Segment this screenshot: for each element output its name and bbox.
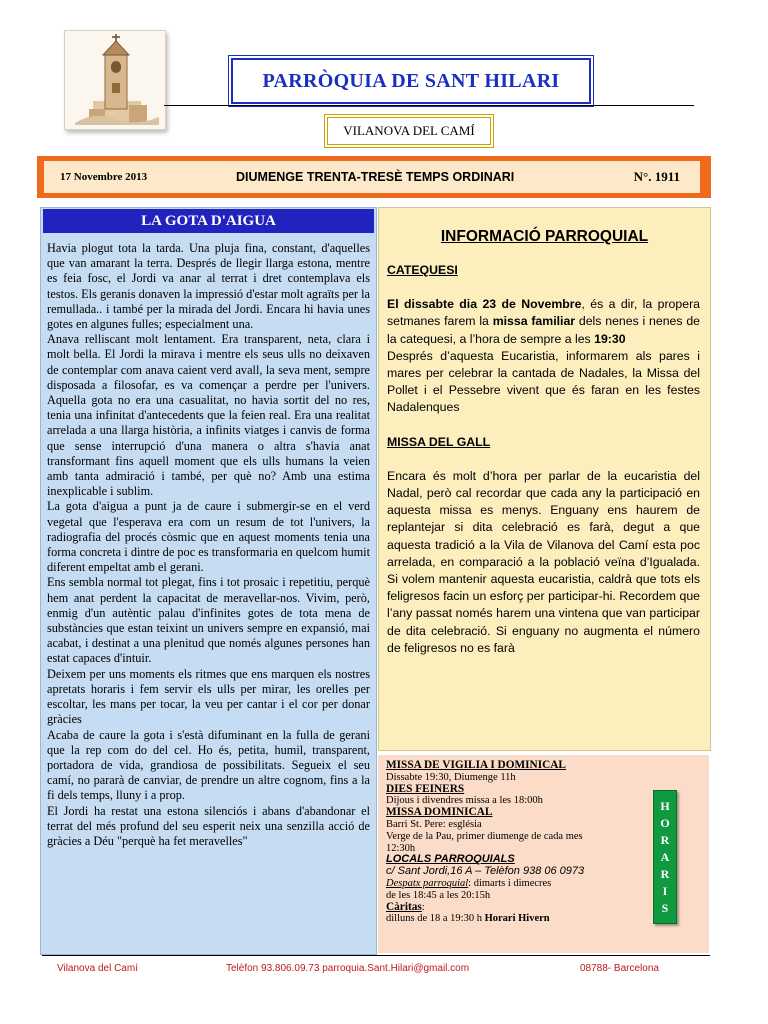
- locals-address: c/ Sant Jordi,16 A – Telèfon 938 06 0973: [386, 865, 585, 878]
- catequesi-paragraph-2: Després d’aquesta Eucaristia, informarem als pares i mares per celebrar la cantada de Nadales, la Missa del Pollet i el Pessebre vivent que és faran en les festes Nadalenques: [387, 348, 700, 415]
- horaris-letter: H: [660, 798, 670, 813]
- despatx-hours: de les 18:45 a les 20:15h: [386, 889, 491, 901]
- story-body: [47, 241, 370, 849]
- feiners-times: Dijous i divendres missa a les 18:00h: [386, 795, 543, 807]
- dominical-heading: MISSA DOMINICAL: [386, 806, 493, 819]
- story-paragraph: El Jordi ha restat una estona silenciós i abans d'abandonar el terrat del més profund del seu esperit neix una senzilla acció de gràcies a Déu "perquè ha fet meravelles": [47, 803, 370, 848]
- caritas-line: [386, 902, 646, 914]
- catequesi-paragraph: [387, 296, 700, 348]
- catequesi-heading: CATEQUESI: [387, 263, 458, 277]
- footer-divider: [42, 955, 710, 956]
- missa-familiar: missa familiar: [492, 314, 576, 329]
- story-title: LA GOTA D'AIGUA: [43, 209, 374, 233]
- horaris-letter: S: [661, 901, 669, 916]
- parish-logo: [64, 30, 166, 130]
- caritas-hours: dilluns de 18 a 19:30 h: [386, 913, 485, 925]
- horaris-letter: R: [660, 867, 670, 882]
- horaris-vertical-label: [653, 790, 677, 924]
- story-paragraph: La gota d'aigua a punt ja de caure i submergir-se en el verd vegetal que l'esperava era com un resum de tot l'univers, la radiografia del procés còsmic que en aquest moments tenia una forma concreta i dintre de poc es transformaria en quelcom humit diferent empeltat amb el gerani.: [47, 499, 370, 575]
- story-paragraph: Deixem per uns moments els ritmes que ens marquen els nostres apretats horaris i fem servir els ulls per mirar, les orelles per escoltar, les mans per tocar, la veu per cantar i el cor per donar gràcies: [47, 666, 370, 727]
- horaris-letter: R: [660, 832, 670, 847]
- footer-contact: Telèfon 93.806.09.73 parroquia.Sant.Hilari@gmail.com: [226, 963, 470, 974]
- sunday-title: DIUMENGE TRENTA-TRESÈ TEMPS ORDINARI: [236, 170, 515, 184]
- caritas-times: [386, 913, 646, 925]
- town-box: [327, 117, 491, 145]
- parish-title: PARRÒQUIA DE SANT HILARI: [262, 69, 560, 92]
- caritas-heading: Càritas: [386, 900, 422, 913]
- info-title: INFORMACIÓ PARROQUIAL: [440, 228, 649, 245]
- despatx-days: : dimarts i dimecres: [468, 877, 552, 889]
- story-paragraph: Ens sembla normal tot plegat, fins i tot prosaic i repetitiu, perquè hem anat perdent la capacitat de meravellar-nos. Vivim, però, enmig d'un autèntic palau d'infinites gotes de tota mena de substàncies que estan teixint un univers sempre en expansió, mai acabat, i destinat a una plenitud que només algunes persones han estat capaces d'intuir.: [47, 575, 370, 666]
- horaris-letter: O: [660, 815, 670, 830]
- info-column: [378, 207, 711, 751]
- horaris-letter: I: [662, 884, 668, 899]
- info-body: [387, 262, 700, 657]
- catequesi-time: 19:30: [594, 331, 626, 346]
- issue-number: N°. 1911: [633, 169, 680, 184]
- catequesi-text: dels nenes i nenes de la catequesi, a l’hora de sempre a les: [387, 314, 701, 346]
- story-paragraph: Anava relliscant molt lentament. Era transparent, neta, clara i molt bella. El Jordi la mirava i mentre els seus ulls no deixaven de contemplar com anava caient verd avall, la seva ment, sempre disposada a filosofar, es va començar a perdre per l'univers. Aquella gota no era una casualitat, no havia sortit del no res, tenia una infinitat d'antecedents que la feien real. Era una realitat arrelada a una llarga història, a infinits viatges i canvis de forma que sense interrupció d'una manera o altra s'havia anat transformant fins aquell moment que els ulls humans la veien amb tanta admiració i també, per què no? Amb una estima inexplicable i sublim.: [47, 332, 370, 499]
- issue-date: 17 Novembre 2013: [60, 171, 148, 183]
- vigilia-times: Dissabte 19:30, Diumenge 11h: [386, 771, 516, 783]
- horaris-list: [386, 760, 646, 925]
- story-paragraph: Acaba de caure la gota i s'està difuminant en la fulla de gerani que la rep com do del cel. Ho és, petita, humil, transparent, portadora de vida, grandiosa de possibilitats. Segueix el seu camí, no pararà de canviar, de prendre un altre cognom, fins a la fi dels temps, lluny i a prop.: [47, 727, 370, 803]
- horaris-letter: A: [660, 849, 670, 864]
- caritas-season: Horari Hivern: [484, 913, 550, 925]
- church-tower-icon: [65, 31, 165, 129]
- dominical-line: Verge de la Pau, primer diumenge de cada mes: [386, 830, 583, 842]
- story-column: [40, 207, 377, 955]
- despatx-line: [386, 878, 646, 890]
- issue-band-inner: [44, 161, 700, 193]
- catequesi-date: El dissabte dia 23 de Novembre: [387, 297, 582, 312]
- despatx-label: Despatx parroquial: [386, 877, 469, 889]
- caritas-colon: :: [421, 901, 425, 913]
- catequesi-text: , és a dir, la propera setmanes farem la: [387, 297, 700, 329]
- town-name: VILANOVA DEL CAMÍ: [343, 123, 475, 138]
- dominical-line: Barri St. Pere: església: [386, 818, 482, 830]
- footer-postcode: 08788- Barcelona: [580, 963, 659, 974]
- dominical-line: 12:30h: [386, 842, 416, 854]
- vigilia-heading: MISSA DE VIGILIA I DOMINICAL: [386, 759, 566, 771]
- missa-gall-paragraph: Encara és molt d’hora per parlar de la eucaristia del Nadal, però cal recordar que cada any la participació en aquesta missa es menys. Enguany ens haurem de replantejar si dita celebració es farà, degut a que aquesta tradició a la Vila de Vilanova del Camí esta poc arrelada, en comparació a la població veïna d’Igualada. Si volem mantenir aquesta eucaristia, caldrà que tots els feligresos facin un esforç per participar-hi. Recordem que l’any passat només harem una vintena que van participar de dita celebració. Si enguany no augmenta el número de feligresos no es farà: [387, 468, 700, 655]
- footer-town: Vilanova del Camí: [57, 963, 138, 974]
- feiners-heading: DIES FEINERS: [386, 782, 465, 795]
- missa-gall-heading: MISSA DEL GALL: [387, 434, 491, 449]
- parish-title-box: [231, 58, 591, 104]
- locals-heading: LOCALS PARROQUIALS: [386, 853, 515, 866]
- story-paragraph: Havia plogut tota la tarda. Una pluja fina, constant, d'aquelles que van amarant la terra. Després de llegir llarga estona, mentre es feia fosc, el Jordi va anar al terrat i dret contemplava els testos. Els geranis donaven la impressió d'estar molt agraïts per la remullada.. i també per la mirada del Jordi. Encara hi havia unes gotes en algunes fulles; especialment una.: [47, 241, 370, 332]
- header-divider: [164, 105, 694, 106]
